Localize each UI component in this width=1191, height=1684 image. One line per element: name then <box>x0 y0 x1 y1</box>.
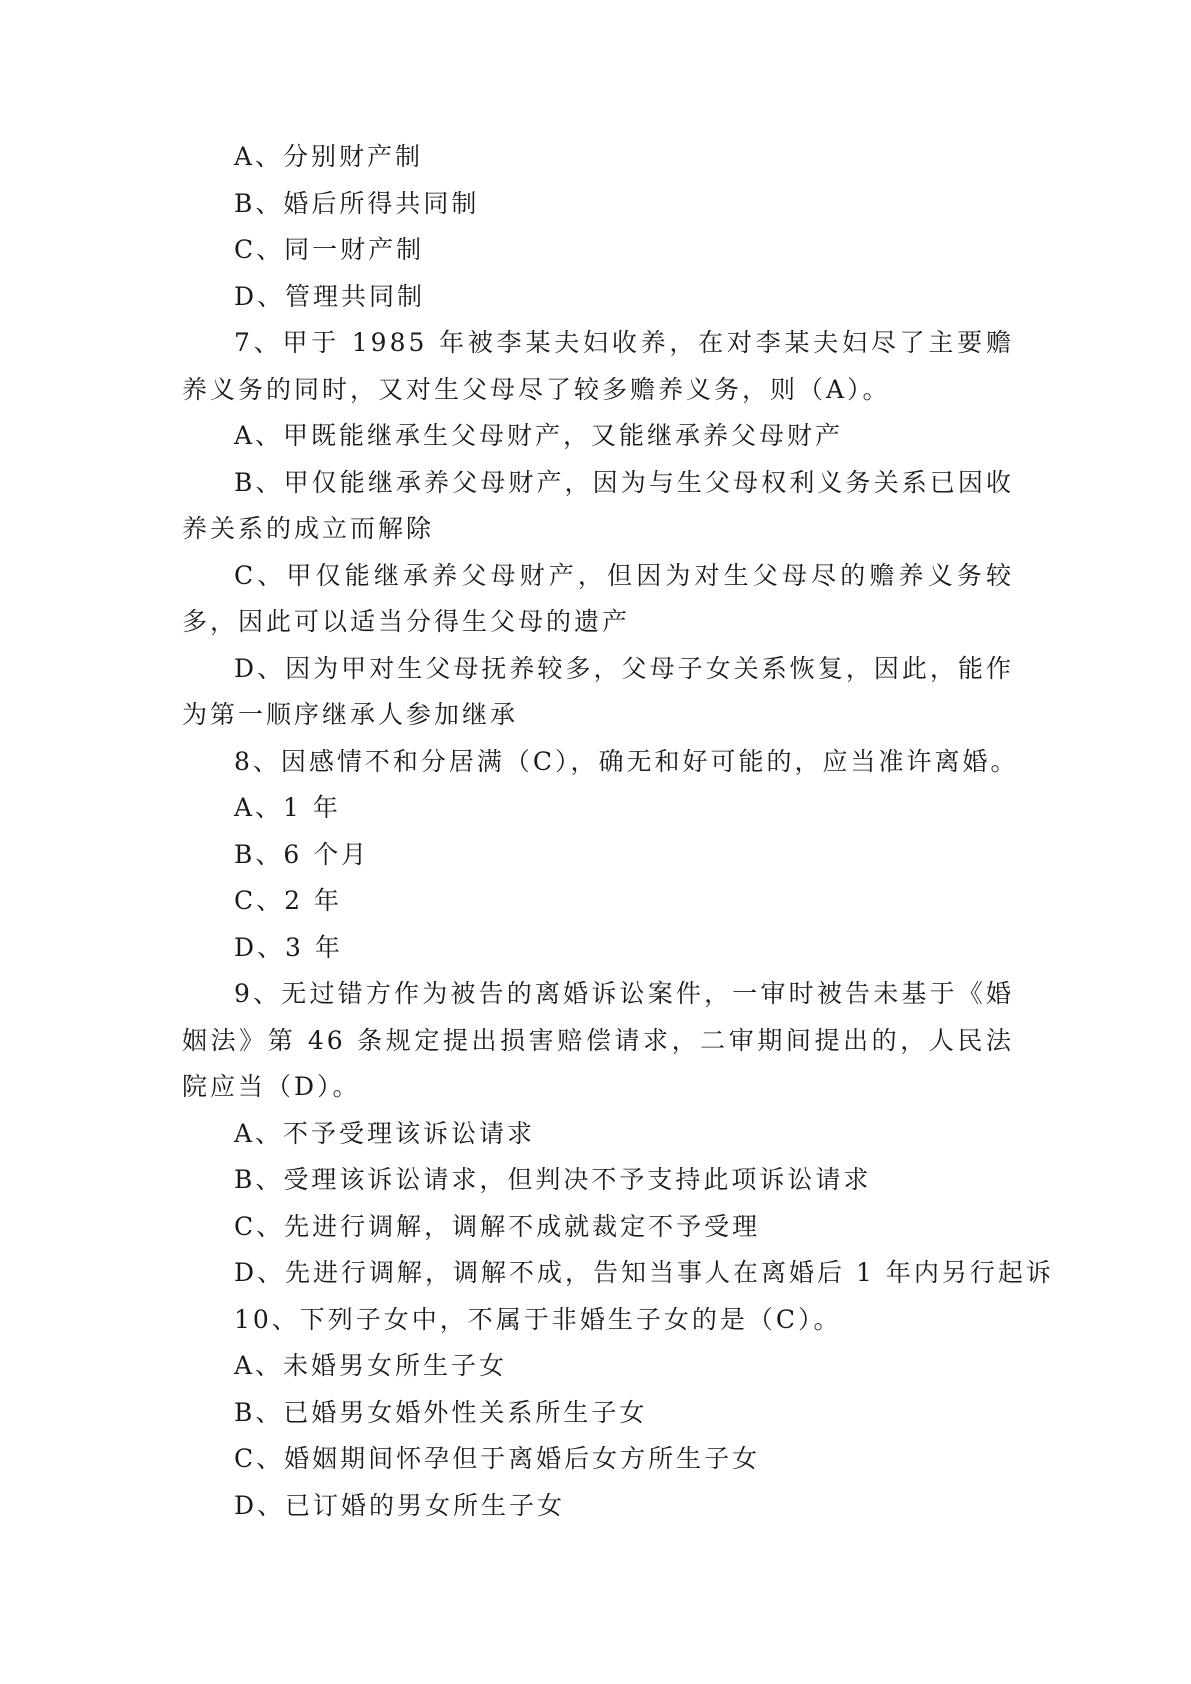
option-q9-b: B、受理该诉讼请求，但判决不予支持此项诉讼请求 <box>234 1165 872 1194</box>
option-q6-d: D、管理共同制 <box>234 281 426 311</box>
option-q8-b: B、6 个月 <box>234 839 370 869</box>
option-q10-b: B、已婚男女婚外性关系所生子女 <box>234 1397 648 1427</box>
option-q6-c: C、同一财产制 <box>234 235 425 264</box>
option-q9-d: D、先进行调解，调解不成，告知当事人在离婚后 1 年内另行起诉 <box>234 1258 1054 1287</box>
option-q7-c: C、甲仅能继承养父母财产，但因为对生父母尽的赡养义务较多，因此可以适当分得生父母的遗产 <box>182 560 1014 636</box>
question-9: 9、无过错方作为被告的离婚诉讼案件，一审时被告未基于《婚姻法》第 46 条规定提出损害赔偿请求，二审期间提出的，人民法院应当（D）。 <box>182 979 1014 1101</box>
question-8: 8、因感情不和分居满（C），确无和好可能的，应当准许离婚。 <box>234 746 1019 776</box>
option-q7-a: A、甲既能继承生父母财产，又能继承养父母财产 <box>234 421 844 450</box>
option-q10-c: C、婚姻期间怀孕但于离婚后女方所生子女 <box>234 1444 761 1473</box>
option-q10-a: A、未婚男女所生子女 <box>234 1351 508 1380</box>
option-q6-b: B、婚后所得共同制 <box>234 188 480 218</box>
option-q6-a: A、分别财产制 <box>234 142 424 171</box>
option-q7-b: B、甲仅能继承养父母财产，因为与生父母权利义务关系已因收养关系的成立而解除 <box>182 467 1014 543</box>
option-q9-c: C、先进行调解，调解不成就裁定不予受理 <box>234 1211 761 1241</box>
option-q8-c: C、2 年 <box>234 886 342 915</box>
option-q8-a: A、1 年 <box>234 793 341 822</box>
option-q9-a: A、不予受理该诉讼请求 <box>234 1118 536 1148</box>
question-10: 10、下列子女中，不属于非婚生子女的是（C）。 <box>234 1304 842 1334</box>
option-q10-d: D、已订婚的男女所生子女 <box>234 1490 566 1520</box>
question-7: 7、甲于 1985 年被李某夫妇收养，在对李某夫妇尽了主要赡养义务的同时，又对生父母尽了较多赡养义务，则（A）。 <box>182 328 1014 404</box>
option-q7-d: D、因为甲对生父母抚养较多，父母子女关系恢复，因此，能作为第一顺序继承人参加继承 <box>182 653 1014 729</box>
option-q8-d: D、3 年 <box>234 932 343 962</box>
document-body <box>182 134 1054 1529</box>
